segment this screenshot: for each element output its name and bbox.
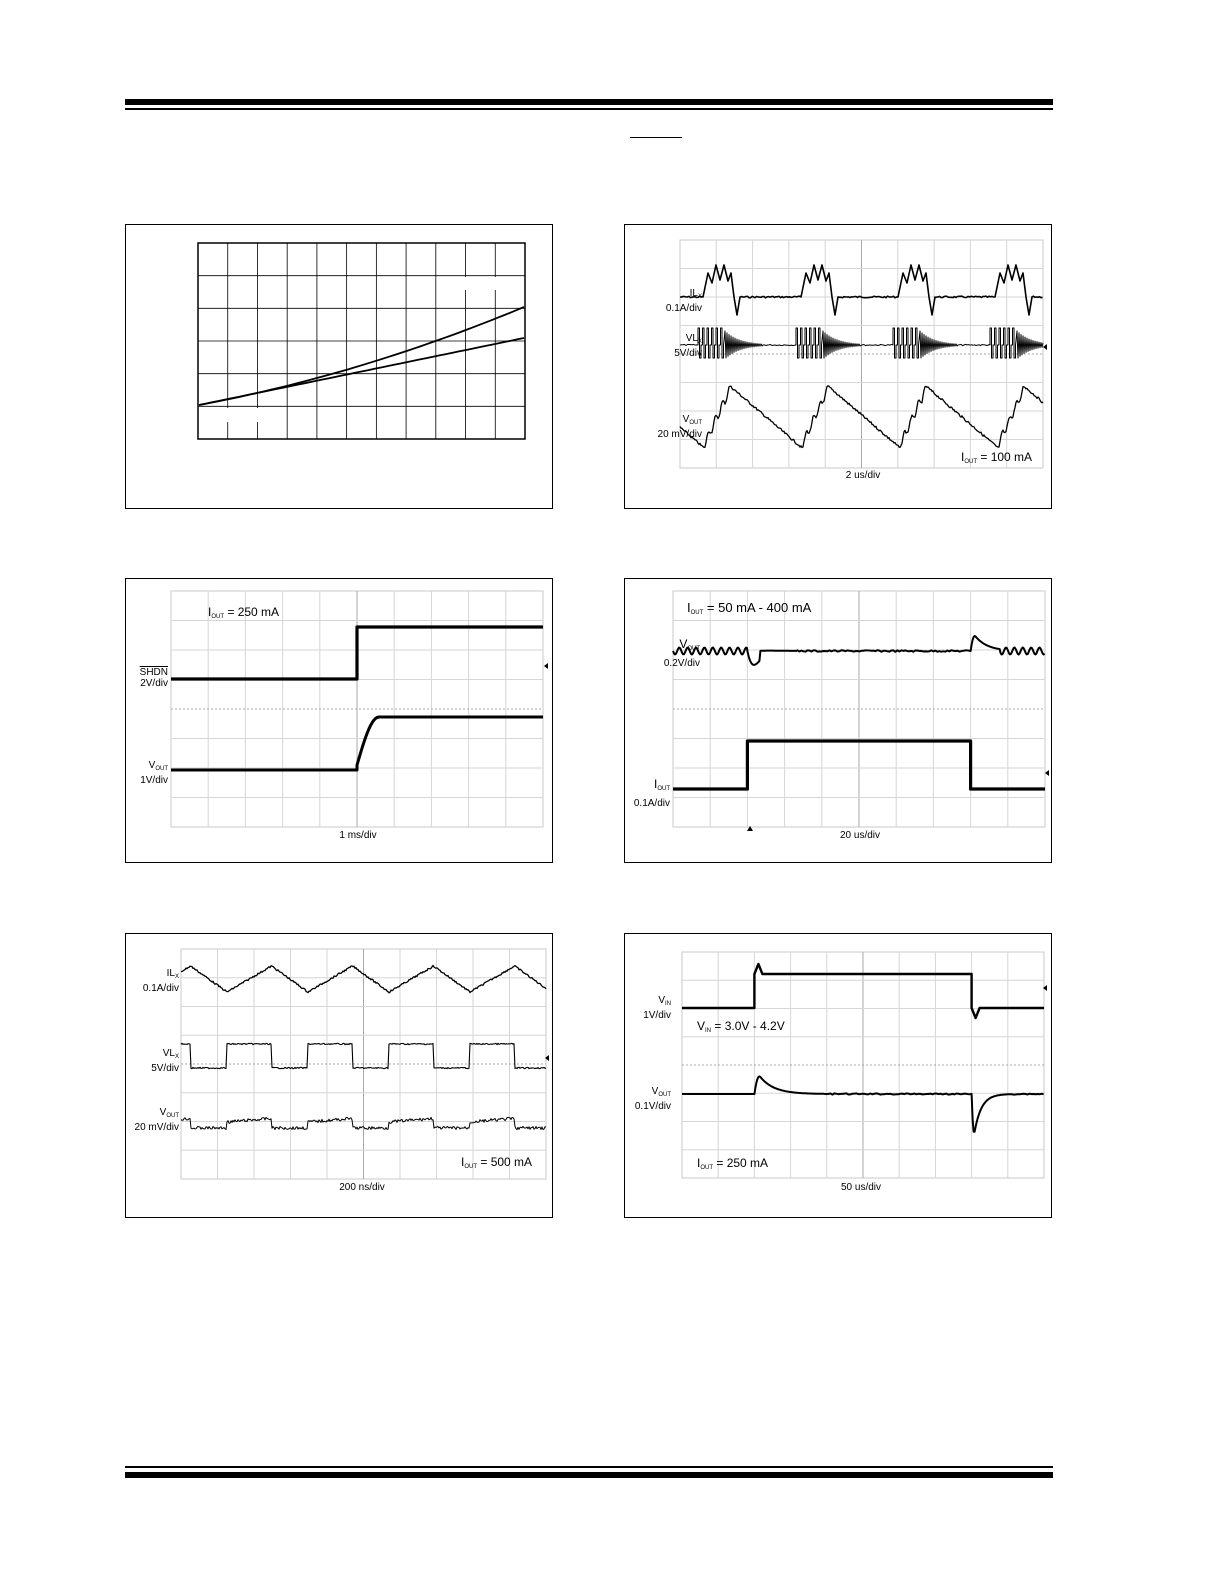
load-transient-svg [625, 579, 1051, 862]
figure-line-graph [125, 224, 553, 509]
ch-label-ilx: $IL_X$ 0.1A/div [142, 968, 179, 994]
trigger-marker [544, 663, 548, 669]
annotation-iout: $I_{OUT} = 500$ mA [461, 1155, 533, 1170]
grid-blank [464, 277, 524, 290]
header-overline-mark [630, 137, 682, 138]
x-axis-label: 200 ns/div [339, 1182, 385, 1193]
ch-marker [1045, 770, 1049, 776]
footer-rule-thick [125, 1472, 1053, 1478]
figure-burst-waveform [624, 224, 1052, 509]
series-line-1 [199, 307, 524, 405]
x-axis-label: 50 us/div [840, 1182, 882, 1193]
ch-label-vout: $V_{OUT}$ 0.1V/div [634, 1086, 671, 1112]
ch-label-iout: $I_{OUT}$ 0.1A/div [633, 777, 670, 809]
burst-waveform-svg [625, 225, 1051, 508]
grid-blank [200, 408, 280, 422]
ch-label-vout: $V_{OUT}$ 1V/div [140, 760, 168, 786]
trigger-marker [1043, 344, 1047, 350]
figure-line-transient [624, 933, 1052, 1218]
ch-label-vlx: $VL_X$ 5V/div [674, 333, 702, 359]
line-transient-svg [625, 934, 1051, 1217]
pwm-waveform-svg [126, 934, 552, 1217]
ch-label-vlx: $VL_X$ 5V/div [151, 1048, 179, 1074]
ch-label-vout: $V_{OUT}$ 0.2V/div [663, 637, 700, 669]
annotation-iout: $I_{OUT} = 250$ mA [208, 605, 280, 620]
ch-label-ilx: $IL_X$ 0.1A/div [665, 288, 702, 314]
figure-pwm-waveform [125, 933, 553, 1218]
annotation-iout: $I_{OUT} = 50$ mA - 400 mA [687, 600, 812, 616]
line-graph-svg [126, 225, 552, 508]
startup-waveform-svg [126, 579, 552, 862]
ch-label-vout: $V_{OUT}$ 20 mV/div [134, 1107, 179, 1133]
x-axis-label: 20 us/div [839, 830, 881, 841]
trace-shdn [171, 627, 543, 679]
x-axis-label: 2 us/div [845, 470, 881, 481]
annotation-vin: $V_{IN} = 3.0V - 4.2V$ [697, 1019, 785, 1034]
ch-label-vin: $V_{IN}$ 1V/div [643, 995, 671, 1021]
x-axis-label: 1 ms/div [339, 830, 377, 841]
ch-label-shdn: SHDN 2V/div [139, 667, 168, 689]
annotation-iout: $I_{OUT} = 100$ mA [961, 450, 1033, 465]
footer-rule-thin [125, 1466, 1053, 1468]
figure-startup-waveform [125, 578, 553, 863]
header-rule-thin [125, 108, 1053, 110]
figure-load-transient [624, 578, 1052, 863]
annotation-iout: $I_{OUT} = 250$ mA [697, 1156, 769, 1171]
header-rule-thick [125, 99, 1053, 105]
series-line-2 [199, 338, 524, 405]
ch-label-vout: $V_{OUT}$ 20 mV/div [657, 414, 702, 440]
